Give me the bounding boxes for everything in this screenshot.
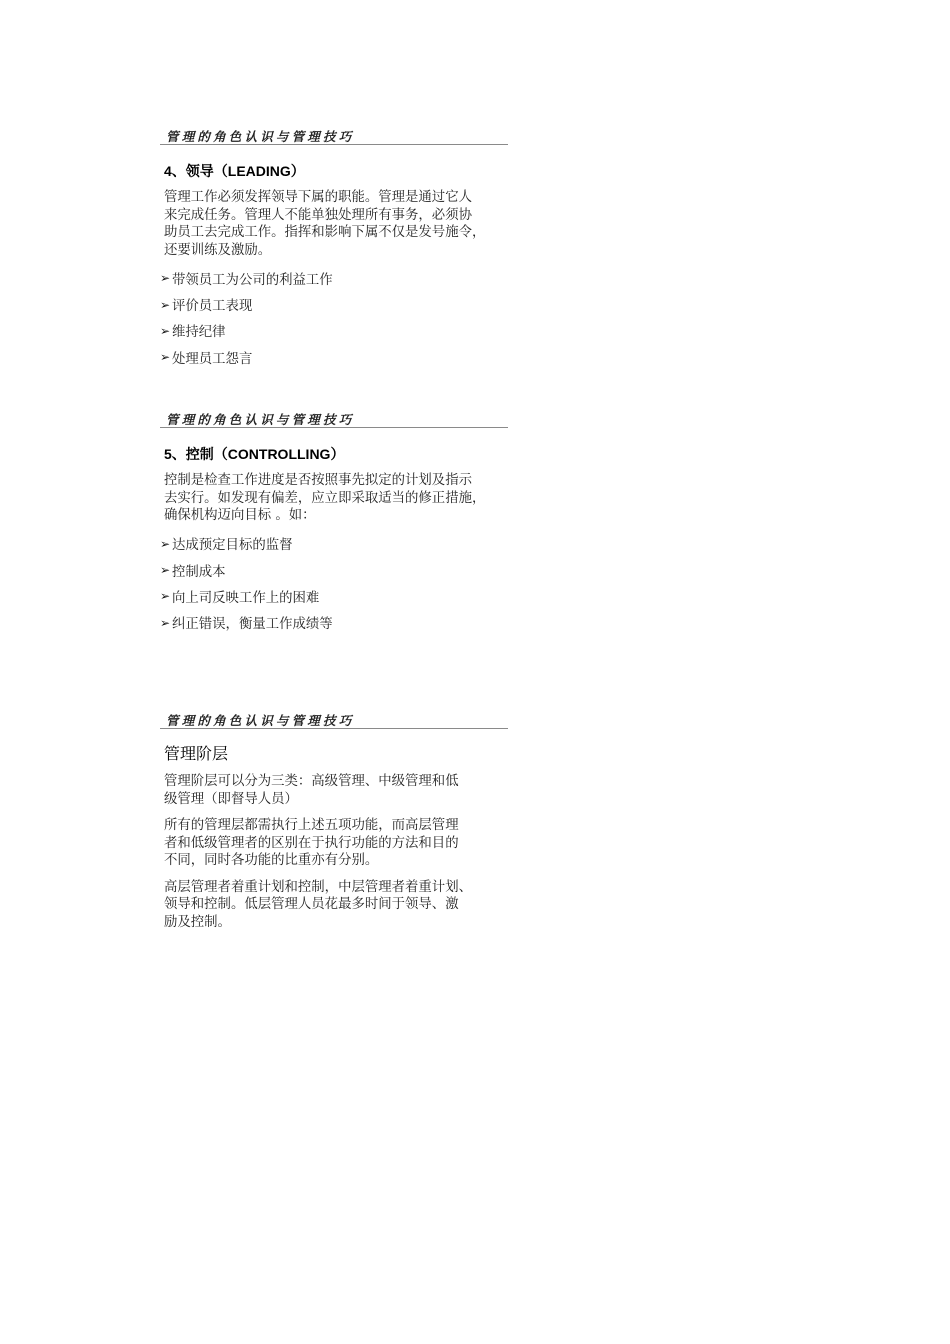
slide-header [160, 409, 508, 428]
bullet-list [160, 265, 508, 371]
arrow-bullet-icon: ➢ [160, 536, 171, 551]
list-item [160, 291, 508, 317]
list-item [160, 531, 508, 557]
paragraph: 所有的管理层都需执行上述五项功能，而高层管理 者和低级管理者的区别在于执行功能的方法和目的 不同，同时各功能的比重亦有分别。 [164, 818, 459, 868]
slide-leading [160, 126, 508, 371]
slide-header [160, 126, 508, 145]
paragraph: 控制是检查工作进度是否按照事先拟定的计划及指示 去实行。如发现有偏差，应立即采取适当的修正措施， 确保机构迈向目标 。如： [164, 473, 486, 523]
arrow-bullet-icon: ➢ [160, 297, 171, 312]
paragraph: 高层管理者着重计划和控制，中层管理者着重计划、 领导和控制。低层管理人员花最多时间于领导、激 励及控制。 [164, 879, 472, 930]
list-item [160, 557, 508, 583]
arrow-bullet-icon: ➢ [160, 350, 171, 365]
list-item [160, 583, 508, 609]
slide-management-levels [160, 710, 508, 931]
list-item-text: 纠正错误，衡量工作成绩等 [172, 617, 333, 633]
slide-controlling [160, 409, 508, 636]
slide-header-text: 管理的角色认识与管理技巧 [166, 412, 355, 427]
list-item [160, 265, 508, 291]
list-item-text: 维持纪律 [172, 325, 226, 341]
arrow-bullet-icon: ➢ [160, 271, 171, 286]
section-title: 5、控制（CONTROLLING） [164, 446, 345, 462]
arrow-bullet-icon: ➢ [160, 563, 171, 578]
list-item-text: 向上司反映工作上的困难 [172, 590, 320, 606]
slide-header [160, 710, 508, 729]
slide-header-text: 管理的角色认识与管理技巧 [166, 129, 355, 144]
slide-header-text: 管理的角色认识与管理技巧 [166, 713, 355, 728]
arrow-bullet-icon: ➢ [160, 323, 171, 338]
arrow-bullet-icon: ➢ [160, 615, 171, 630]
list-item [160, 610, 508, 636]
bullet-list [160, 531, 508, 637]
paragraph: 管理工作必须发挥领导下属的职能。管理是通过它人 来完成任务。管理人不能单独处理所有事务，必须协 助员工去完成工作。指挥和影响下属不仅是发号施令， 还要训练及激励。 [164, 190, 486, 258]
list-item [160, 344, 508, 370]
section-title: 4、领导（LEADING） [164, 163, 305, 179]
list-item-text: 控制成本 [172, 564, 226, 580]
paragraph: 管理阶层可以分为三类：高级管理、中级管理和低 级管理（即督导人员） [164, 774, 459, 807]
list-item-text: 评价员工表现 [172, 299, 253, 315]
list-item [160, 318, 508, 344]
section-title: 管理阶层 [164, 746, 229, 763]
list-item-text: 带领员工为公司的利益工作 [172, 272, 333, 288]
list-item-text: 达成预定目标的监督 [172, 538, 293, 554]
list-item-text: 处理员工怨言 [172, 351, 253, 367]
arrow-bullet-icon: ➢ [160, 589, 171, 604]
